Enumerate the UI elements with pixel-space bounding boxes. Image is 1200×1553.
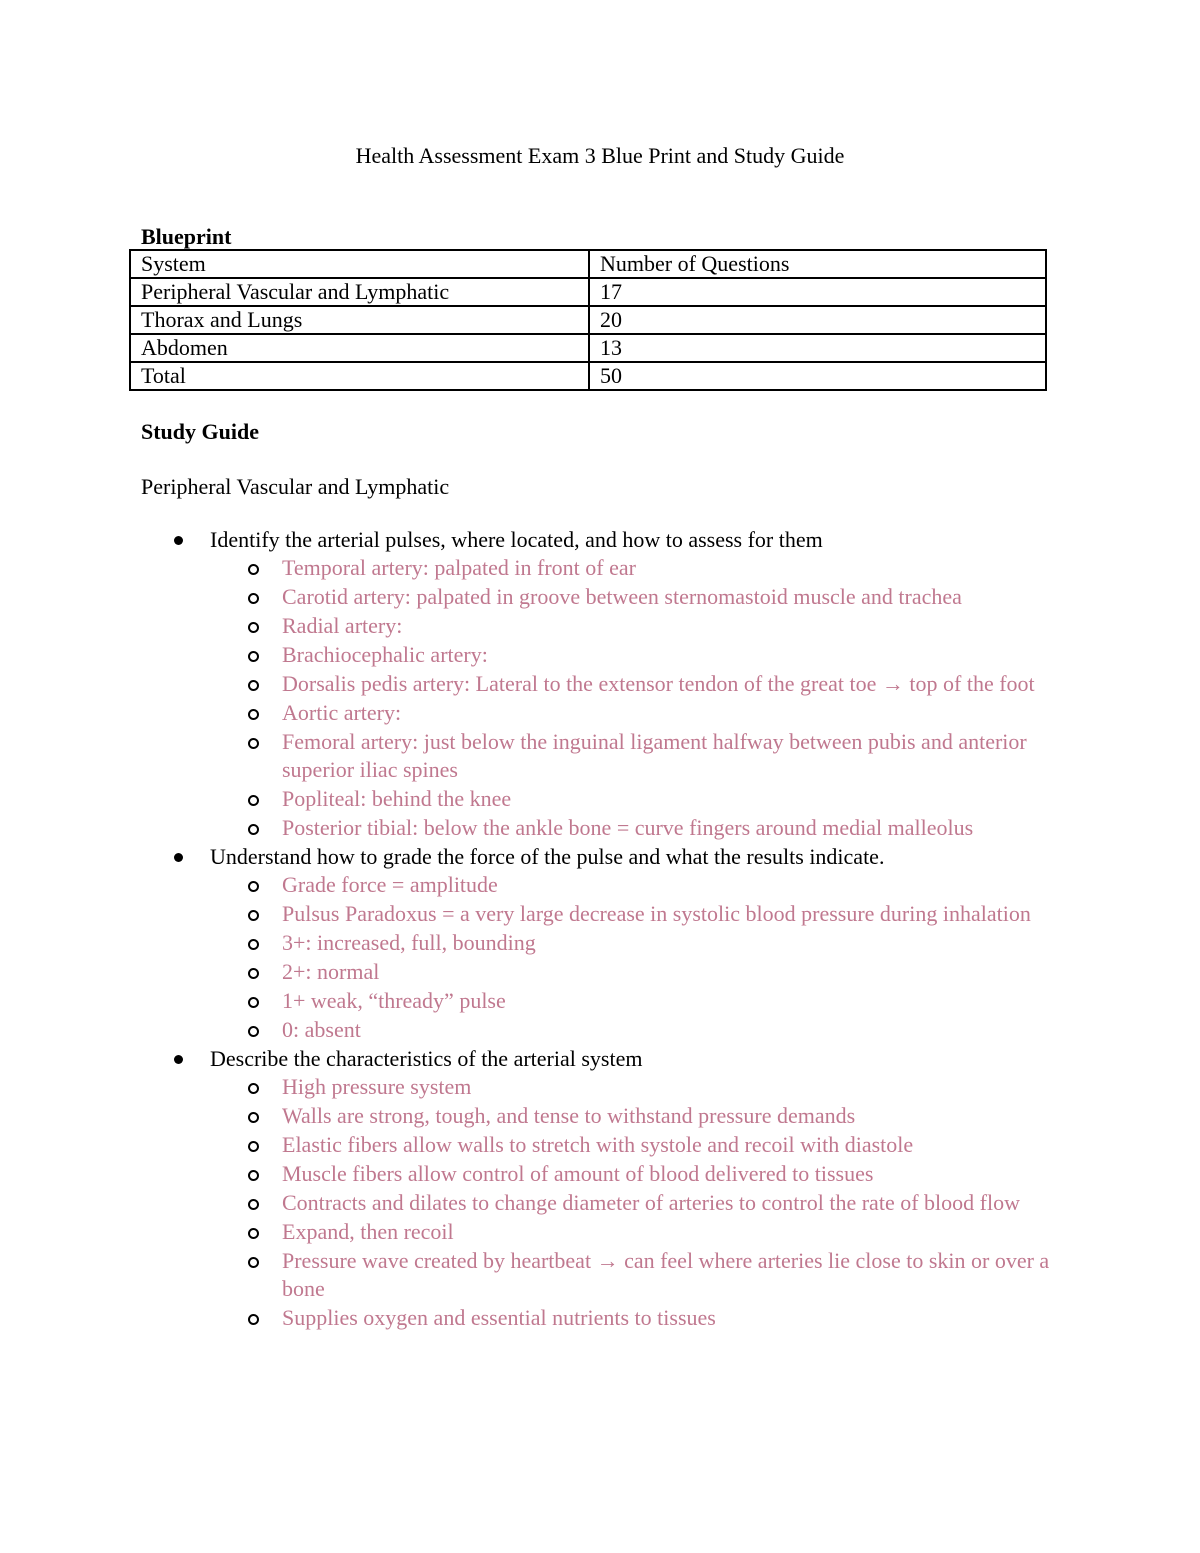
topic-list: [141, 526, 1051, 1333]
note-item: [210, 583, 1051, 611]
note-item: [210, 958, 1051, 986]
table-cell-count: 20: [589, 306, 1046, 334]
circle-bullet-icon: [248, 1026, 259, 1037]
bullet-icon: [174, 536, 183, 545]
list-item: [141, 526, 1051, 842]
note-text: Temporal artery: palpated in front of ear: [282, 555, 636, 580]
table-header-cell: Number of Questions: [589, 250, 1046, 278]
table-cell-count: 50: [589, 362, 1046, 390]
note-item: [210, 1073, 1051, 1101]
topic-text: Describe the characteristics of the arterial system: [210, 1046, 643, 1071]
note-text: Supplies oxygen and essential nutrients to tissues: [282, 1305, 716, 1330]
circle-bullet-icon: [248, 997, 259, 1008]
list-item: [141, 843, 1051, 1044]
table-cell-system: Abdomen: [130, 334, 589, 362]
table-header-row: [130, 250, 1046, 278]
circle-bullet-icon: [248, 593, 259, 604]
circle-bullet-icon: [248, 910, 259, 921]
circle-bullet-icon: [248, 968, 259, 979]
note-item: [210, 1189, 1051, 1217]
note-item: [210, 871, 1051, 899]
note-text: Pressure wave created by heartbeat → can feel where arteries lie close to skin or over a bone: [282, 1248, 1050, 1301]
note-text: Posterior tibial: below the ankle bone = curve fingers around medial malleolus: [282, 815, 974, 840]
note-item: [210, 814, 1051, 842]
table-cell-count: 17: [589, 278, 1046, 306]
note-item: [210, 728, 1051, 784]
note-text: Contracts and dilates to change diameter of arteries to control the rate of blood flow: [282, 1190, 1020, 1215]
circle-bullet-icon: [248, 651, 259, 662]
note-text: 2+: normal: [282, 959, 380, 984]
note-text: Aortic artery:: [282, 700, 402, 725]
note-text: Expand, then recoil: [282, 1219, 454, 1244]
table-cell-system: Thorax and Lungs: [130, 306, 589, 334]
blueprint-label: Blueprint: [141, 224, 232, 249]
note-item: [210, 1131, 1051, 1159]
circle-bullet-icon: [248, 881, 259, 892]
circle-bullet-icon: [248, 1257, 259, 1268]
topic-text: Understand how to grade the force of the pulse and what the results indicate.: [210, 844, 885, 869]
note-text: 0: absent: [282, 1017, 361, 1042]
note-item: [210, 785, 1051, 813]
circle-bullet-icon: [248, 1170, 259, 1181]
section-heading: Peripheral Vascular and Lymphatic: [141, 474, 450, 499]
circle-bullet-icon: [248, 1083, 259, 1094]
note-text: Popliteal: behind the knee: [282, 786, 512, 811]
note-list: [210, 871, 1051, 1044]
circle-bullet-icon: [248, 1112, 259, 1123]
circle-bullet-icon: [248, 622, 259, 633]
note-item: [210, 987, 1051, 1015]
blueprint-table: [129, 249, 1047, 391]
circle-bullet-icon: [248, 738, 259, 749]
table-row: [130, 306, 1046, 334]
note-list: [210, 1073, 1051, 1332]
note-text: Pulsus Paradoxus = a very large decrease in systolic blood pressure during inhalation: [282, 901, 1031, 926]
table-cell-count: 13: [589, 334, 1046, 362]
note-list: [210, 554, 1051, 842]
note-text: Grade force = amplitude: [282, 872, 498, 897]
note-item: [210, 1102, 1051, 1130]
table-row: [130, 334, 1046, 362]
note-text: Elastic fibers allow walls to stretch with systole and recoil with diastole: [282, 1132, 914, 1157]
topic-text: Identify the arterial pulses, where located, and how to assess for them: [210, 527, 823, 552]
circle-bullet-icon: [248, 939, 259, 950]
table-row: [130, 278, 1046, 306]
note-text: Brachiocephalic artery:: [282, 642, 488, 667]
note-item: [210, 612, 1051, 640]
circle-bullet-icon: [248, 1199, 259, 1210]
list-item: [141, 1045, 1051, 1332]
note-item: [210, 1247, 1051, 1303]
circle-bullet-icon: [248, 1141, 259, 1152]
document-title: Health Assessment Exam 3 Blue Print and Study Guide: [355, 143, 845, 168]
note-item: [210, 699, 1051, 727]
note-text: Carotid artery: palpated in groove between sternomastoid muscle and trachea: [282, 584, 962, 609]
note-item: [210, 1016, 1051, 1044]
circle-bullet-icon: [248, 709, 259, 720]
note-item: [210, 1304, 1051, 1332]
table-cell-system: Total: [130, 362, 589, 390]
note-text: High pressure system: [282, 1074, 472, 1099]
note-text: 1+ weak, “thready” pulse: [282, 988, 506, 1013]
note-text: Femoral artery: just below the inguinal ligament halfway between pubis and anterior superior iliac spines: [282, 729, 1027, 782]
note-text: Radial artery:: [282, 613, 403, 638]
note-item: [210, 900, 1051, 928]
note-item: [210, 670, 1051, 698]
note-text: Walls are strong, tough, and tense to withstand pressure demands: [282, 1103, 856, 1128]
table-cell-system: Peripheral Vascular and Lymphatic: [130, 278, 589, 306]
note-text: Dorsalis pedis artery: Lateral to the extensor tendon of the great toe → top of the foot: [282, 671, 1035, 696]
note-item: [210, 1218, 1051, 1246]
circle-bullet-icon: [248, 1314, 259, 1325]
circle-bullet-icon: [248, 680, 259, 691]
table-row: [130, 362, 1046, 390]
note-item: [210, 929, 1051, 957]
note-item: [210, 1160, 1051, 1188]
note-text: Muscle fibers allow control of amount of blood delivered to tissues: [282, 1161, 874, 1186]
note-item: [210, 641, 1051, 669]
circle-bullet-icon: [248, 564, 259, 575]
note-text: 3+: increased, full, bounding: [282, 930, 536, 955]
study-guide-label: Study Guide: [141, 419, 259, 444]
circle-bullet-icon: [248, 824, 259, 835]
bullet-icon: [174, 1055, 183, 1064]
note-item: [210, 554, 1051, 582]
circle-bullet-icon: [248, 1228, 259, 1239]
bullet-icon: [174, 853, 183, 862]
table-header-cell: System: [130, 250, 589, 278]
circle-bullet-icon: [248, 795, 259, 806]
